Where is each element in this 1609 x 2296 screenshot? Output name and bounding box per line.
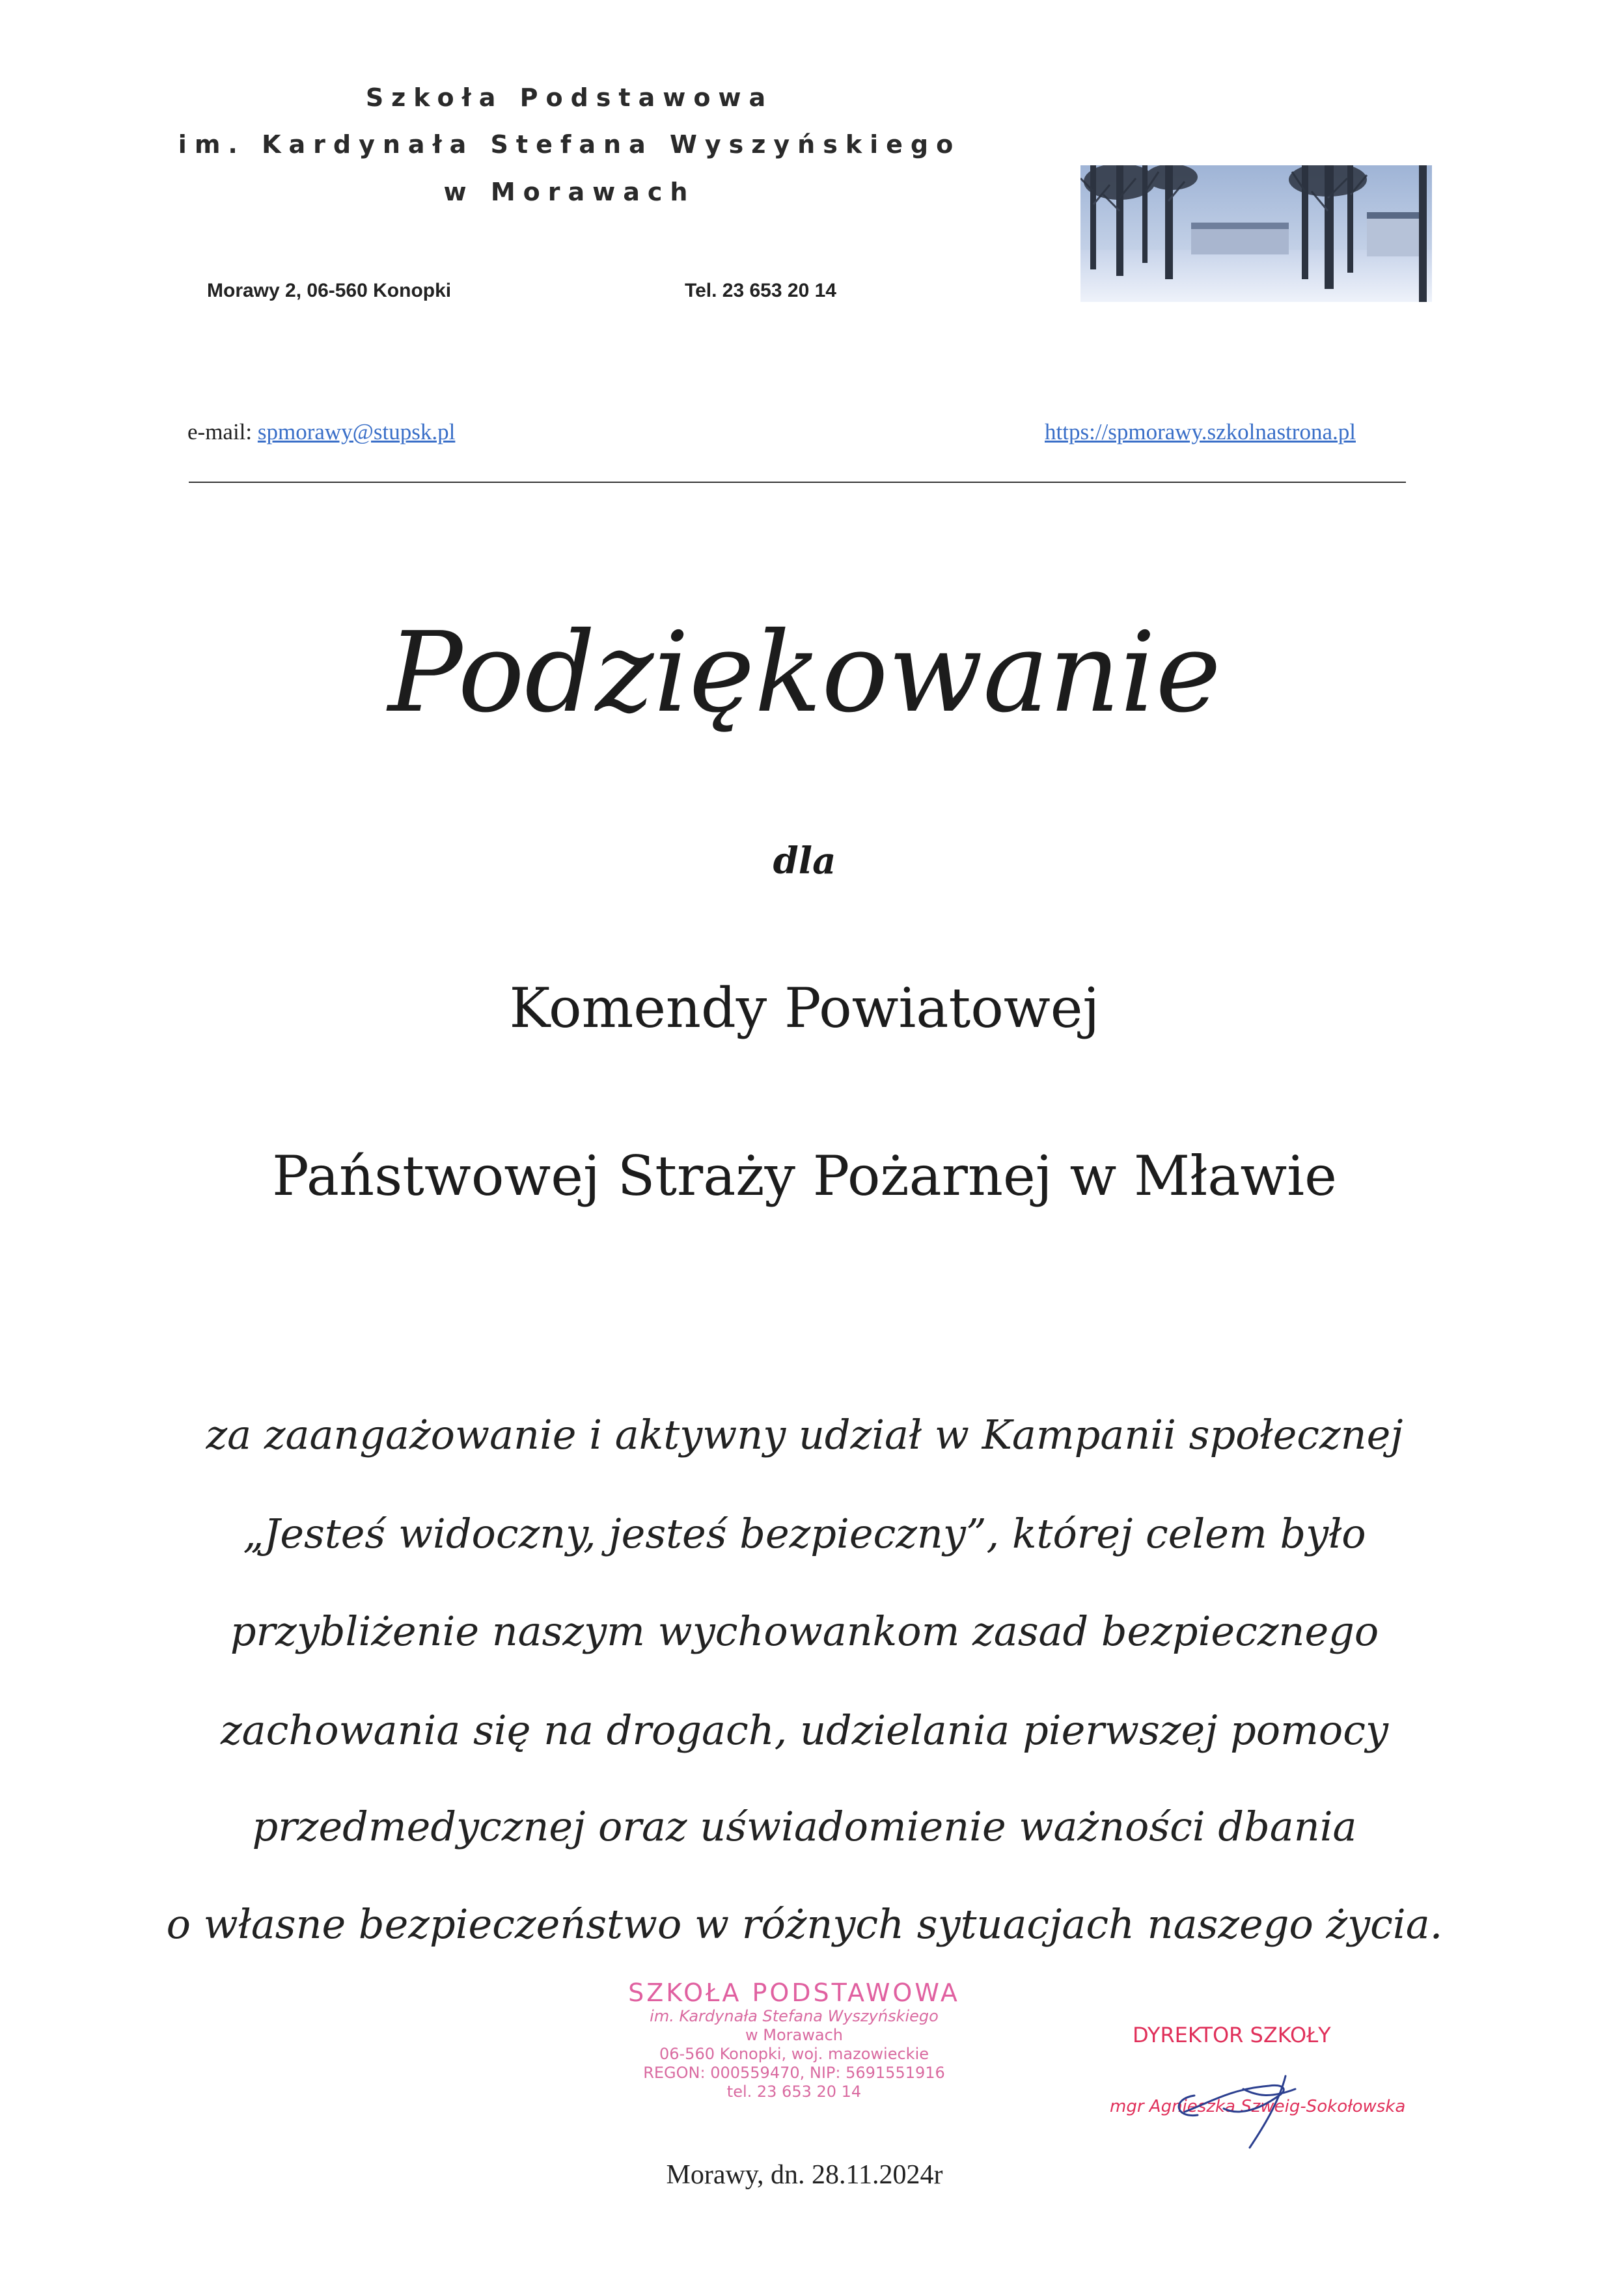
stamp-line-2: im. Kardynała Stefana Wyszyńskiego — [650, 2007, 939, 2025]
school-phone: Tel. 23 653 20 14 — [685, 280, 836, 301]
stamp-line-6: tel. 23 653 20 14 — [726, 2083, 862, 2101]
school-winter-photo — [1080, 165, 1432, 302]
header-divider — [189, 482, 1406, 483]
body-line-6: o własne bezpieczeństwo w różnych sytuacjach naszego życia. — [166, 1900, 1443, 1948]
body-line-1: za zaangażowanie i aktywny udział w Kampanii społecznej — [206, 1411, 1403, 1458]
school-name-line-2: im. Kardynała Stefana Wyszyńskiego — [178, 130, 961, 159]
director-signature — [1159, 2050, 1328, 2154]
recipient-line-1: Komendy Powiatowej — [509, 976, 1100, 1040]
director-title: DYREKTOR SZKOŁY — [1133, 2023, 1331, 2047]
stamp-line-5: REGON: 000559470, NIP: 5691551916 — [643, 2064, 945, 2082]
website-link[interactable]: https://spmorawy.szkolnastrona.pl — [1045, 419, 1356, 444]
email-row — [187, 419, 455, 445]
email-label: e-mail: — [187, 419, 253, 444]
for-label: dla — [773, 840, 836, 882]
school-stamp — [534, 1978, 1054, 2101]
body-line-3: przybliżenie naszym wychowankom zasad bezpiecznego — [230, 1607, 1379, 1655]
stamp-line-1: SZKOŁA PODSTAWOWA — [628, 1978, 960, 2007]
date-line: Morawy, dn. 28.11.2024r — [666, 2160, 943, 2190]
stamp-line-3: w Morawach — [745, 2026, 843, 2044]
body-line-4: zachowania się na drogach, udzielania pierwszej pomocy — [220, 1706, 1389, 1754]
stamp-line-4: 06-560 Konopki, woj. mazowieckie — [659, 2045, 929, 2063]
school-address: Morawy 2, 06-560 Konopki — [207, 280, 452, 301]
body-line-5: przedmedycznej oraz uświadomienie ważności dbania — [252, 1803, 1357, 1850]
school-name-line-1: Szkoła Podstawowa — [365, 83, 774, 112]
body-line-2: „Jesteś widoczny, jesteś bezpieczny”, której celem było — [243, 1510, 1366, 1557]
school-name-line-3: w Morawach — [443, 178, 696, 206]
email-link[interactable]: spmorawy@stupsk.pl — [257, 419, 456, 444]
recipient-line-2: Państwowej Straży Pożarnej w Mławie — [272, 1144, 1337, 1208]
director-name: mgr Agnieszka Szweig-Sokołowska — [1110, 2097, 1406, 2116]
document-title: Podziękowanie — [388, 608, 1221, 737]
